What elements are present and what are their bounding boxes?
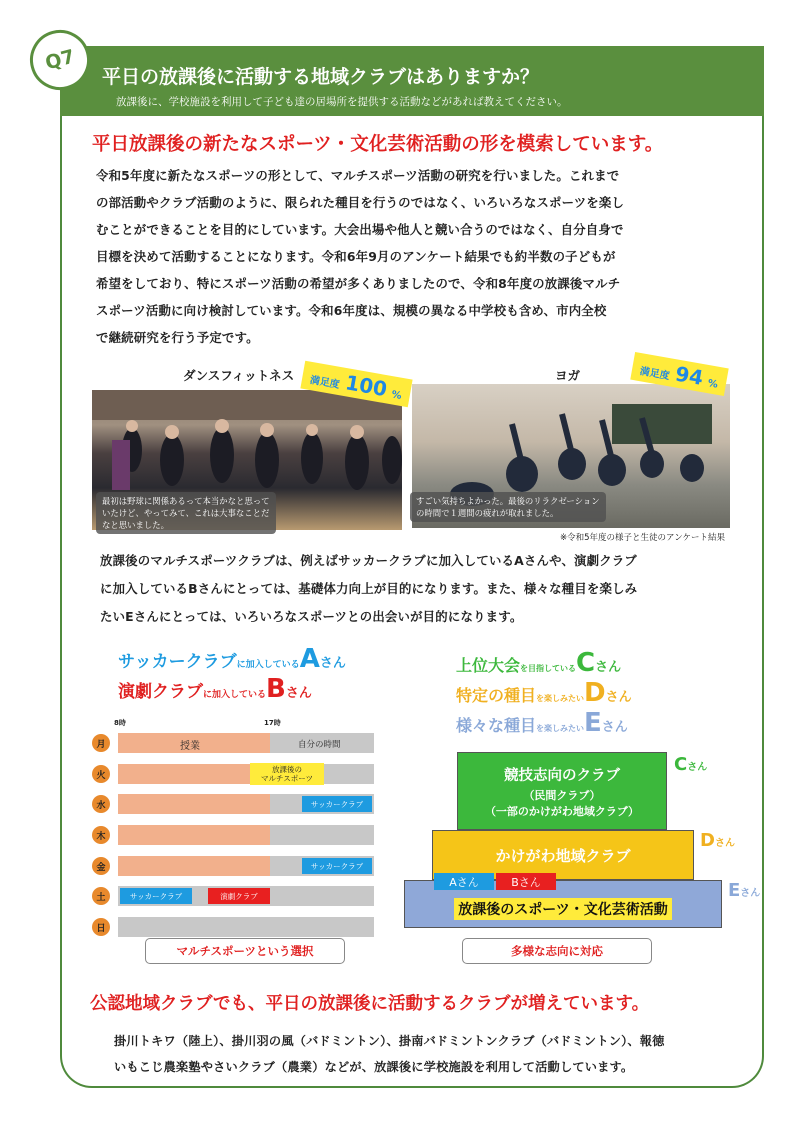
label-big: A: [299, 644, 320, 674]
day-thu: 木: [92, 826, 110, 844]
photo-left-caption: 最初は野球に関係あるって本当かなと思っていたけど、やってみて、これは大事なことだなと思いました。: [96, 492, 276, 534]
tier-top: [457, 752, 667, 830]
schedule-row: [118, 917, 374, 937]
day-mon: 月: [92, 734, 110, 752]
label-small: に加入している: [203, 690, 267, 700]
tier-top-sub2: （一部のかけがわ地域クラブ）: [484, 804, 640, 818]
section3-body: [114, 1028, 734, 1080]
class-block: [118, 856, 270, 876]
class-block: [118, 825, 270, 845]
section1-body: [96, 162, 726, 351]
a-tag: Aさん: [434, 873, 494, 890]
day-fri: 金: [92, 857, 110, 875]
question-title: 平日の放課後に活動する地域クラブはありますか？: [102, 66, 540, 88]
label-d: [456, 678, 632, 708]
body-line: たいEさんにとっては、いろいろなスポーツとの出会いが目的になります。: [100, 609, 523, 624]
soccer-block: サッカークラブ: [302, 858, 372, 874]
question-subtitle: 放課後に、学校施設を利用して子ども達の居場所を提供する活動などがあれば教えてください。: [116, 96, 568, 108]
label-main: サッカークラブ: [118, 652, 237, 672]
section2-body: [100, 547, 740, 631]
label-b: [118, 674, 312, 704]
d-mark: [700, 830, 735, 851]
label-main: 様々な種目: [456, 716, 537, 735]
drama-block: 演劇クラブ: [208, 888, 270, 904]
label-main: 演劇クラブ: [118, 682, 203, 702]
label-suffix: さん: [319, 656, 346, 671]
label-main: 特定の種目: [456, 686, 537, 705]
body-line: 掛川トキワ（陸上）、掛川羽の風（バドミントン）、掛南バドミントンクラブ（バドミントン）、報徳: [114, 1034, 665, 1048]
photo-left-title: ダンスフィットネス: [183, 368, 295, 383]
photo-right-caption: すごい気持ちよかった。最後のリラクゼーションの時間で１週間の疲れが取れました。: [410, 492, 606, 522]
schedule-row: [118, 794, 374, 814]
c-mark: [674, 754, 707, 775]
label-big: D: [584, 678, 606, 708]
body-line: の部活動やクラブ活動のように、限られた種目を行うのではなく、いろいろなスポーツを楽し: [96, 195, 625, 210]
label-big: B: [266, 674, 286, 704]
body-line: いもこじ農楽塾やさいクラブ（農業）などが、放課後に学校施設を利用して活動しています。: [114, 1060, 634, 1074]
section3-heading: 公認地域クラブでも、平日の放課後に活動するクラブが増えています。: [90, 994, 650, 1014]
b-tag: Bさん: [496, 873, 556, 890]
sat-label: 満足度: [638, 366, 671, 383]
q-badge-text: Q7: [42, 45, 78, 75]
body-line: に加入しているBさんにとっては、基礎体力向上が目的になります。また、様々な種目を楽しみ: [100, 581, 638, 596]
body-line: で継続研究を行う予定です。: [96, 330, 259, 345]
tier-mid-title: かけがわ地域クラブ: [495, 846, 631, 865]
label-big: E: [584, 708, 602, 738]
label-a: [118, 644, 346, 674]
class-label: 授業: [180, 741, 200, 752]
photo-right-title: ヨガ: [555, 368, 581, 383]
sat-value: 100: [343, 370, 389, 402]
photo-note: ※令和5年度の様子と生徒のアンケート結果: [560, 533, 726, 543]
label-suffix: さん: [595, 660, 622, 675]
label-e: [456, 708, 628, 738]
schedule-row: [118, 825, 374, 845]
label-small: を目指している: [520, 664, 577, 673]
schedule-row: [118, 764, 374, 784]
class-block: [118, 764, 270, 784]
soccer-block: サッカークラブ: [302, 796, 372, 812]
free-label: 自分の時間: [298, 740, 341, 750]
label-small: を楽しみたい: [536, 694, 585, 703]
time-17: 17時: [264, 719, 281, 727]
soccer-block: サッカークラブ: [120, 888, 192, 904]
day-sun: 日: [92, 918, 110, 936]
body-line: 放課後のマルチスポーツクラブは、例えばサッカークラブに加入しているAさんや、演劇クラブ: [100, 553, 637, 568]
label-big: C: [576, 648, 596, 678]
body-line: スポーツ活動に向け検討しています。令和6年度は、規模の異なる中学校も含め、市内全校: [96, 303, 607, 318]
multi-sports-block: 放課後の マルチスポーツ: [250, 763, 324, 785]
mark-big: E: [728, 880, 741, 901]
section1-heading: 平日放課後の新たなスポーツ・文化芸術活動の形を模索しています。: [92, 134, 664, 155]
tier-top-sub1: （民間クラブ）: [523, 788, 601, 802]
label-suffix: さん: [285, 686, 312, 701]
schedule-row: [118, 886, 374, 906]
day-wed: 水: [92, 795, 110, 813]
label-c: [456, 648, 621, 678]
day-sat: 土: [92, 887, 110, 905]
label-small: を楽しみたい: [536, 724, 585, 733]
mark-big: C: [674, 754, 688, 775]
sat-unit: %: [390, 389, 403, 402]
body-line: むことができることを目的にしています。大会出場や他人と競い合うのではなく、自分自身で: [96, 222, 624, 237]
mark-big: D: [700, 830, 715, 851]
body-line: 希望をしており、特にスポーツ活動の希望が多くありましたので、令和8年度の放課後マルチ: [96, 276, 621, 291]
label-small: に加入している: [236, 660, 300, 670]
time-8: 8時: [114, 719, 126, 727]
class-block: [118, 794, 270, 814]
body-line: 令和5年度に新たなスポーツの形として、マルチスポーツ活動の研究を行いました。これまで: [96, 168, 620, 183]
schedule-row: [118, 856, 374, 876]
day-tue: 火: [92, 765, 110, 783]
mark-san: さん: [714, 838, 735, 849]
label-suffix: さん: [601, 720, 628, 735]
schedule-row: [118, 733, 374, 753]
mark-san: さん: [687, 762, 708, 773]
tier-top-title: 競技志向のクラブ: [504, 767, 620, 784]
label-main: 上位大会: [456, 656, 521, 675]
right-diagram-pill: 多様な志向に対応: [462, 938, 652, 964]
label-suffix: さん: [605, 690, 632, 705]
sat-value: 94: [673, 361, 706, 390]
mark-san: さん: [740, 888, 761, 899]
sat-unit: %: [706, 378, 719, 391]
tier-bottom-title: 放課後のスポーツ・文化芸術活動: [454, 898, 671, 920]
body-line: 目標を決めて活動することになります。令和6年9月のアンケート結果でも約半数の子どもが: [96, 249, 616, 264]
left-diagram-pill: マルチスポーツという選択: [145, 938, 345, 964]
sat-label: 満足度: [308, 374, 341, 391]
e-mark: [728, 880, 760, 901]
